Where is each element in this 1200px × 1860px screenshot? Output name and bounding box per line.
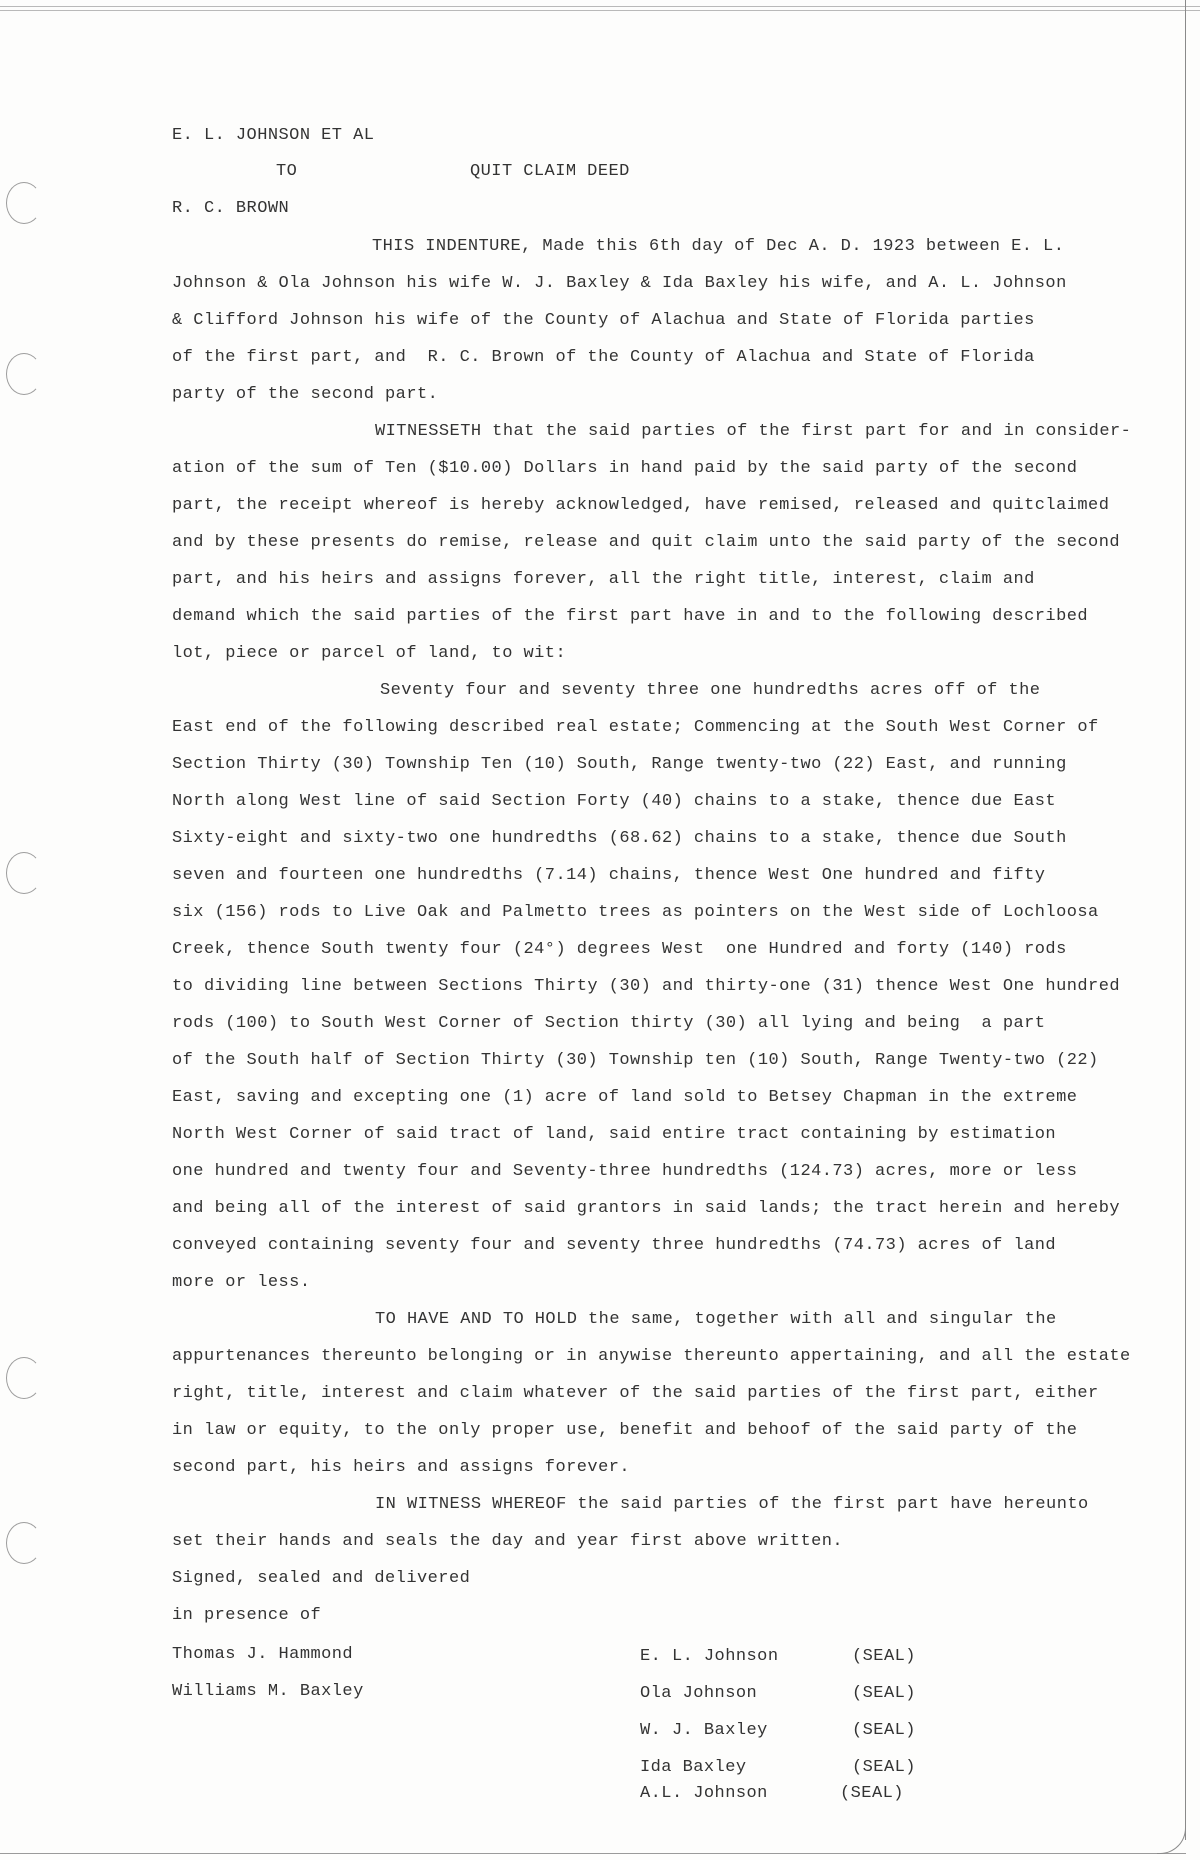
deed-body-line: Section Thirty (30) Township Ten (10) South, Range twenty-two (22) East, and running (172, 755, 1067, 774)
seal-mark: (SEAL) (840, 1784, 904, 1803)
deed-body-line: North West Corner of said tract of land, said entire tract containing by estimation (172, 1125, 1057, 1144)
grantee-heading: R. C. BROWN (172, 199, 290, 218)
deed-body-line: one hundred and twenty four and Seventy-three hundredths (124.73) acres, more or less (172, 1162, 1078, 1181)
deed-body-line: in law or equity, to the only proper use, benefit and behoof of the said party of the (172, 1421, 1078, 1440)
deed-title: QUIT CLAIM DEED (470, 162, 630, 181)
deed-body-line: second part, his heirs and assigns forever. (172, 1458, 631, 1477)
deed-body-line: WITNESSETH that the said parties of the first part for and in consider- (375, 422, 1132, 441)
deed-body-line: North along West line of said Section Forty (40) chains to a stake, thence due East (172, 792, 1057, 811)
grantor-heading: E. L. JOHNSON ET AL (172, 126, 375, 145)
signatory-name: E. L. Johnson (640, 1647, 779, 1666)
deed-body-line: of the South half of Section Thirty (30) Township ten (10) South, Range Twenty-two (22) (172, 1051, 1099, 1070)
deed-body-line: Signed, sealed and delivered (172, 1569, 471, 1588)
deed-body-line: more or less. (172, 1273, 311, 1292)
deed-body-line: seven and fourteen one hundredths (7.14) chains, thence West One hundred and fifty (172, 866, 1046, 885)
witness-signature: Williams M. Baxley (172, 1682, 364, 1701)
deed-body-line: in presence of (172, 1606, 322, 1625)
deed-body-line: Johnson & Ola Johnson his wife W. J. Baxley & Ida Baxley his wife, and A. L. Johnson (172, 274, 1067, 293)
deed-body-line: TO HAVE AND TO HOLD the same, together with all and singular the (375, 1310, 1057, 1329)
deed-body-line: six (156) rods to Live Oak and Palmetto trees as pointers on the West side of Lochloosa (172, 903, 1099, 922)
deed-body-line: & Clifford Johnson his wife of the County of Alachua and State of Florida parties (172, 311, 1035, 330)
seal-mark: (SEAL) (852, 1684, 916, 1703)
deed-body-line: and by these presents do remise, release and quit claim unto the said party of the second (172, 533, 1120, 552)
deed-body-line: and being all of the interest of said grantors in said lands; the tract herein and hereby (172, 1199, 1120, 1218)
deed-body-line: THIS INDENTURE, Made this 6th day of Dec A. D. 1923 between E. L. (372, 237, 1065, 256)
deed-body-line: demand which the said parties of the first part have in and to the following described (172, 607, 1089, 626)
seal-mark: (SEAL) (852, 1721, 916, 1740)
deed-body-line: appurtenances thereunto belonging or in anywise thereunto appertaining, and all the estate (172, 1347, 1131, 1366)
signatory-name: A.L. Johnson (640, 1784, 768, 1803)
deed-body-line: ation of the sum of Ten ($10.00) Dollars in hand paid by the said party of the second (172, 459, 1078, 478)
deed-body-line: part, and his heirs and assigns forever, all the right title, interest, claim and (172, 570, 1035, 589)
to-heading: TO (276, 162, 298, 181)
seal-mark: (SEAL) (852, 1647, 916, 1666)
seal-mark: (SEAL) (852, 1758, 916, 1777)
deed-body-line: conveyed containing seventy four and seventy three hundredths (74.73) acres of land (172, 1236, 1057, 1255)
deed-body-line: East, saving and excepting one (1) acre of land sold to Betsey Chapman in the extreme (172, 1088, 1078, 1107)
witness-signature: Thomas J. Hammond (172, 1645, 354, 1664)
signatory-name: Ida Baxley (640, 1758, 747, 1777)
deed-body-line: of the first part, and R. C. Brown of the County of Alachua and State of Florida (172, 348, 1035, 367)
deed-body-line: party of the second part. (172, 385, 439, 404)
deed-body-line: right, title, interest and claim whatever of the said parties of the first part, either (172, 1384, 1099, 1403)
deed-body-line: rods (100) to South West Corner of Section thirty (30) all lying and being a part (172, 1014, 1046, 1033)
signatory-name: W. J. Baxley (640, 1721, 768, 1740)
deed-body-line: lot, piece or parcel of land, to wit: (172, 644, 567, 663)
deed-body-line: IN WITNESS WHEREOF the said parties of the first part have hereunto (375, 1495, 1089, 1514)
deed-body-line: Creek, thence South twenty four (24°) degrees West one Hundred and forty (140) rods (172, 940, 1067, 959)
deed-body-line: East end of the following described real estate; Commencing at the South West Corner of (172, 718, 1099, 737)
signatory-name: Ola Johnson (640, 1684, 758, 1703)
deed-body-line: part, the receipt whereof is hereby acknowledged, have remised, released and quitclaimed (172, 496, 1110, 515)
deed-body-line: Seventy four and seventy three one hundredths acres off of the (380, 681, 1041, 700)
deed-body-line: to dividing line between Sections Thirty (30) and thirty-one (31) thence West One hundred (172, 977, 1120, 996)
deed-body-line: set their hands and seals the day and year first above written. (172, 1532, 844, 1551)
deed-body-line: Sixty-eight and sixty-two one hundredths (68.62) chains to a stake, thence due South (172, 829, 1067, 848)
